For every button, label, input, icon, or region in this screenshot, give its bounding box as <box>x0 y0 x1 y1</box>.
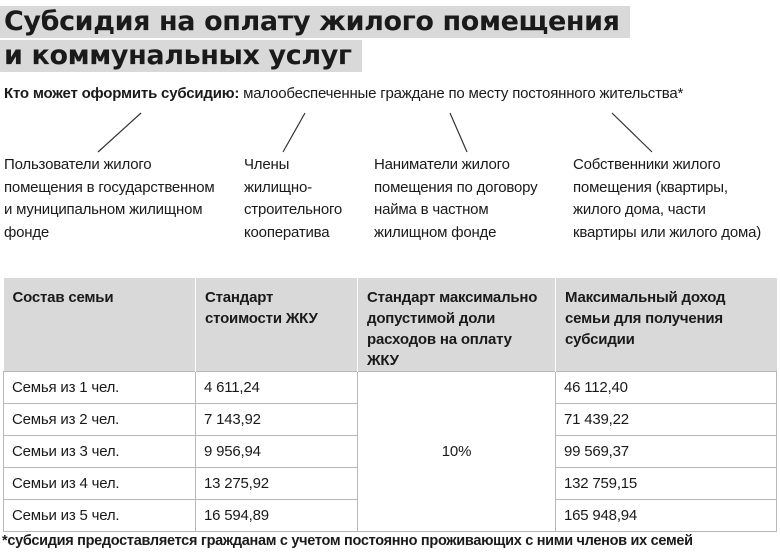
cell-max-income: 71 439,22 <box>556 404 777 436</box>
category-municipal-users <box>4 154 234 244</box>
category-line: найма в частном <box>374 201 489 218</box>
category-line: жилого дома, части <box>573 201 706 218</box>
header-family <box>4 278 196 372</box>
header-line: Состав семьи <box>12 289 114 306</box>
header-line: Стандарт максимально <box>367 289 538 306</box>
header-max-income <box>556 278 777 372</box>
header-line: допустимой доли <box>367 310 496 327</box>
connector-line-4 <box>612 113 652 152</box>
category-line: Наниматели жилого <box>374 156 510 173</box>
cell-max-income: 132 759,15 <box>556 468 777 500</box>
connector-line-3 <box>450 113 467 152</box>
title-line-2: и коммунальных услуг <box>0 40 362 72</box>
category-coop-members <box>244 154 364 244</box>
cell-share: 10% <box>358 372 556 532</box>
cell-standard: 13 275,92 <box>196 468 358 500</box>
category-line: жилищном фонде <box>374 223 497 241</box>
eligibility-text: малообеспеченные граждане по месту постоянного жительства* <box>243 85 684 102</box>
category-line: Пользователи жилого <box>4 156 152 173</box>
category-line: помещения в государственном <box>4 178 215 196</box>
category-line: строительного <box>244 201 343 218</box>
eligibility-label: Кто может оформить субсидию: <box>4 85 240 102</box>
subsidy-table <box>3 278 777 532</box>
category-private-tenants <box>374 154 564 244</box>
category-owners <box>573 154 780 244</box>
connector-line-2 <box>283 113 305 152</box>
table-row <box>4 372 777 404</box>
cell-family: Семьи из 3 чел. <box>4 436 196 468</box>
footnote: *субсидия предоставляется гражданам с учетом постоянно проживающих с ними членов их семей <box>2 533 693 549</box>
header-line: семьи для получения <box>565 310 723 327</box>
header-line: расходов на оплату ЖКУ <box>367 331 512 369</box>
cell-family: Семьи из 4 чел. <box>4 468 196 500</box>
category-line: кооператива <box>244 223 330 241</box>
category-line: квартиры или жилого дома) <box>573 223 762 241</box>
header-standard-cost <box>196 278 358 372</box>
header-line: Максимальный доход <box>565 289 726 306</box>
category-line: помещения (квартиры, <box>573 178 728 196</box>
header-line: субсидии <box>565 331 635 348</box>
cell-max-income: 99 569,37 <box>556 436 777 468</box>
cell-family: Семьи из 5 чел. <box>4 500 196 532</box>
header-line: Стандарт <box>205 289 274 306</box>
cell-standard: 9 956,94 <box>196 436 358 468</box>
category-line: помещения по договору <box>374 178 538 196</box>
header-max-share <box>358 278 556 372</box>
category-line: Собственники жилого <box>573 156 721 173</box>
category-line: и муниципальном жилищном <box>4 201 203 218</box>
cell-family: Семья из 1 чел. <box>4 372 196 404</box>
category-line: Члены <box>244 156 290 173</box>
category-line: жилищно- <box>244 178 312 196</box>
cell-max-income: 46 112,40 <box>556 372 777 404</box>
category-line: фонде <box>4 223 50 241</box>
cell-max-income: 165 948,94 <box>556 500 777 532</box>
cell-family: Семья из 2 чел. <box>4 404 196 436</box>
cell-standard: 4 611,24 <box>196 372 358 404</box>
cell-standard: 7 143,92 <box>196 404 358 436</box>
table-header-row <box>4 278 777 372</box>
connector-lines <box>0 0 780 160</box>
title-line-1: Субсидия на оплату жилого помещения <box>0 6 630 38</box>
header-line: стоимости ЖКУ <box>205 310 318 327</box>
cell-standard: 16 594,89 <box>196 500 358 532</box>
connector-line-1 <box>98 113 141 152</box>
